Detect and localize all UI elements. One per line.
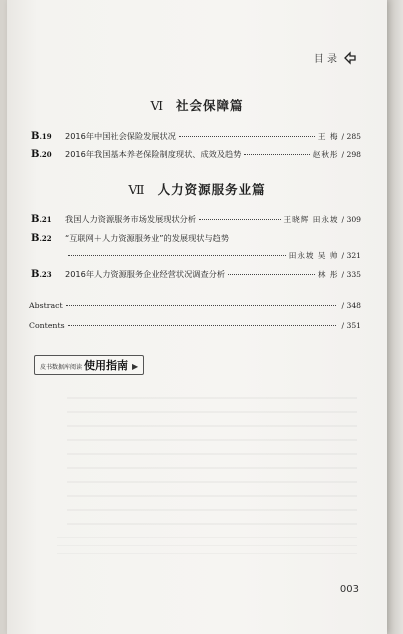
arrow-right-icon: ▶ <box>132 362 139 371</box>
book-page <box>7 0 387 634</box>
toc-entry[interactable] <box>31 214 361 225</box>
toc-entry-abstract[interactable] <box>29 301 361 310</box>
entry-title: 2016年人力资源服务企业经营状况调查分析 <box>65 269 226 279</box>
entry-code: B.22 <box>31 233 52 244</box>
book-logo-icon <box>343 51 357 65</box>
leader-dots <box>228 274 315 275</box>
leader-dots <box>68 325 336 326</box>
page-edge <box>387 0 403 634</box>
entry-title: Contents <box>29 321 65 330</box>
entry-title: 我国人力资源服务市场发展现状分析 <box>65 214 197 224</box>
section-number: Ⅶ <box>128 182 146 197</box>
page-number: 003 <box>339 584 359 595</box>
section-number: Ⅵ <box>150 98 165 113</box>
entry-title: 2016年中国社会保险发展状况 <box>65 131 176 141</box>
entry-page: / 335 <box>341 270 361 279</box>
entry-title: Abstract <box>29 301 63 310</box>
entry-code: B.21 <box>31 214 52 225</box>
leader-dots <box>66 305 336 306</box>
entry-page: / 321 <box>341 251 361 260</box>
bleed-through-text <box>67 395 357 525</box>
section-title-hr-services <box>7 180 387 198</box>
leader-dots <box>199 219 281 220</box>
toc-entry-continuation[interactable] <box>65 250 361 261</box>
entry-code: B.20 <box>31 149 52 160</box>
entry-page: / 285 <box>341 132 361 141</box>
toc-entry[interactable] <box>31 269 361 280</box>
entry-page: / 351 <box>341 321 361 330</box>
leader-dots <box>244 154 309 155</box>
toc-entry[interactable] <box>31 233 361 244</box>
entry-page: / 298 <box>341 150 361 159</box>
entry-author: 林 彤 <box>317 270 339 279</box>
entry-author: 田永坡 吴 帅 <box>288 251 339 260</box>
entry-author: 赵秋彤 <box>312 150 339 159</box>
entry-code: B.23 <box>31 269 52 280</box>
bleed-through-text <box>57 530 357 554</box>
guide-small-text: 皮书数据库阅读 <box>40 364 83 371</box>
section-name: 人力资源服务业篇 <box>157 182 266 197</box>
section-name: 社会保障篇 <box>176 98 244 113</box>
entry-page: / 348 <box>341 301 361 310</box>
toc-entry-contents[interactable] <box>29 321 361 330</box>
toc-entry[interactable] <box>31 131 361 142</box>
toc-entry[interactable] <box>31 149 361 160</box>
leader-dots <box>179 136 315 137</box>
entry-title: “互联网＋人力资源服务业”的发展现状与趋势 <box>65 233 230 243</box>
guide-big-text: 使用指南 <box>84 359 129 372</box>
entry-page: / 309 <box>341 215 361 224</box>
entry-code: B.19 <box>31 131 52 142</box>
entry-author: 王 梅 <box>317 132 339 141</box>
leader-dots <box>68 255 286 256</box>
section-title-social-security <box>7 96 387 114</box>
entry-author: 王晓辉 田永坡 <box>283 215 339 224</box>
entry-title: 2016年我国基本养老保险制度现状、成效及趋势 <box>65 149 242 159</box>
database-usage-guide-badge[interactable] <box>34 355 144 375</box>
header-label: 目 录 <box>313 54 337 65</box>
running-header <box>314 50 357 65</box>
